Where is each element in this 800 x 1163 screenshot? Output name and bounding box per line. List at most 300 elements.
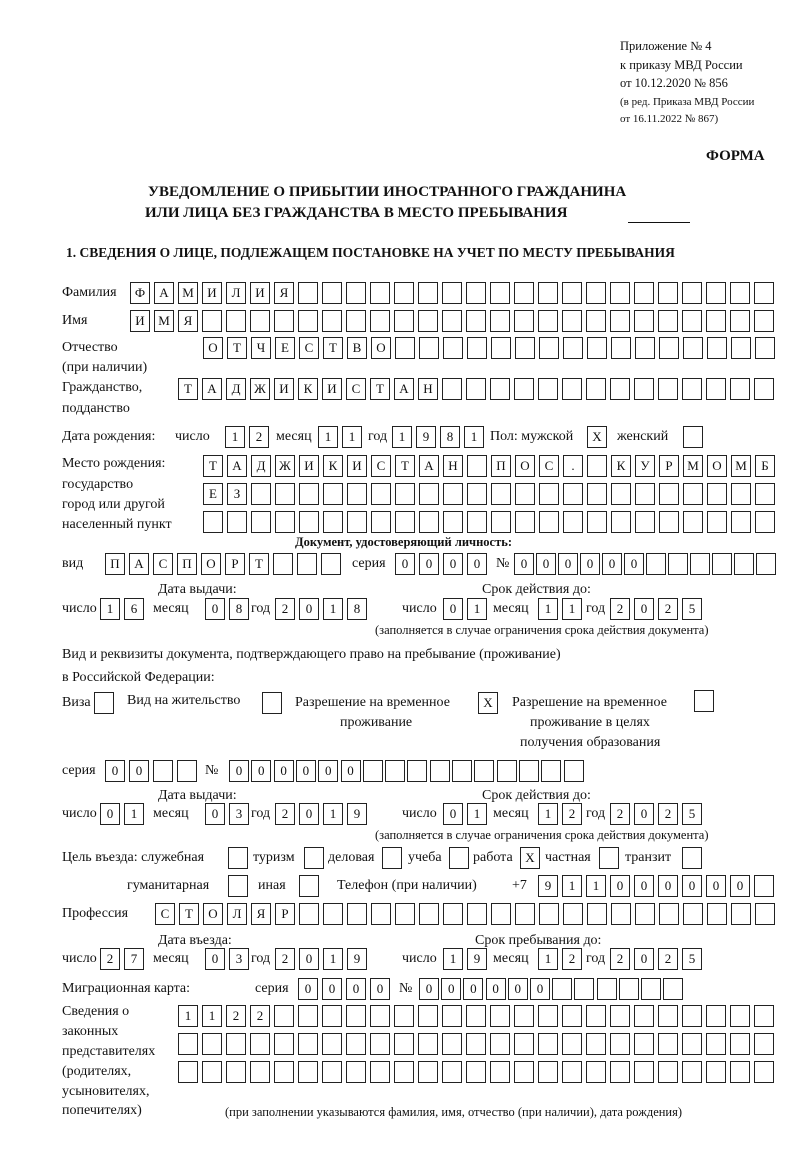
char-cell[interactable]: А [154, 282, 174, 304]
char-cell[interactable] [586, 310, 606, 332]
char-cell[interactable]: К [611, 455, 631, 477]
char-cell[interactable]: 2 [250, 1005, 270, 1027]
char-cell[interactable]: Т [249, 553, 269, 575]
char-cell[interactable] [467, 455, 487, 477]
char-cell[interactable]: 0 [298, 978, 318, 1000]
char-cell[interactable]: А [129, 553, 149, 575]
char-cell[interactable]: 2 [249, 426, 269, 448]
char-cell[interactable] [539, 337, 559, 359]
char-cell[interactable]: 0 [536, 553, 556, 575]
char-cell[interactable] [730, 282, 750, 304]
char-cell[interactable]: 0 [514, 553, 534, 575]
char-cell[interactable] [346, 1033, 366, 1055]
char-cell[interactable] [418, 282, 438, 304]
char-cell[interactable] [490, 1033, 510, 1055]
char-cell[interactable]: О [515, 455, 535, 477]
char-cell[interactable] [539, 511, 559, 533]
char-cell[interactable]: М [178, 282, 198, 304]
char-cell[interactable]: 5 [682, 598, 702, 620]
char-cell[interactable] [586, 1061, 606, 1083]
char-cell[interactable]: Ж [250, 378, 270, 400]
char-cell[interactable]: 0 [634, 875, 654, 897]
char-cell[interactable] [658, 1061, 678, 1083]
char-cell[interactable] [563, 903, 583, 925]
char-cell[interactable]: 0 [682, 875, 702, 897]
char-cell[interactable] [442, 1005, 462, 1027]
char-cell[interactable] [683, 483, 703, 505]
char-cell[interactable]: 0 [205, 598, 225, 620]
char-cell[interactable] [395, 511, 415, 533]
char-cell[interactable] [707, 903, 727, 925]
char-cell[interactable]: Я [178, 310, 198, 332]
char-cell[interactable] [467, 903, 487, 925]
char-cell[interactable] [610, 1061, 630, 1083]
char-cell[interactable]: 0 [251, 760, 271, 782]
purpose-private-checkbox[interactable] [599, 847, 619, 869]
char-cell[interactable] [274, 1005, 294, 1027]
char-cell[interactable]: С [371, 455, 391, 477]
char-cell[interactable]: Т [179, 903, 199, 925]
char-cell[interactable] [755, 483, 775, 505]
char-cell[interactable]: 9 [416, 426, 436, 448]
char-cell[interactable] [370, 282, 390, 304]
char-cell[interactable] [586, 378, 606, 400]
char-cell[interactable] [363, 760, 383, 782]
char-cell[interactable]: 0 [299, 948, 319, 970]
char-cell[interactable] [490, 1061, 510, 1083]
char-cell[interactable] [610, 1033, 630, 1055]
char-cell[interactable] [755, 903, 775, 925]
char-cell[interactable] [754, 1061, 774, 1083]
char-cell[interactable] [658, 282, 678, 304]
char-cell[interactable] [419, 511, 439, 533]
char-cell[interactable]: 0 [341, 760, 361, 782]
char-cell[interactable] [346, 1005, 366, 1027]
char-cell[interactable]: 0 [105, 760, 125, 782]
char-cell[interactable]: 1 [562, 875, 582, 897]
char-cell[interactable] [659, 903, 679, 925]
char-cell[interactable] [226, 310, 246, 332]
char-cell[interactable] [419, 483, 439, 505]
char-cell[interactable] [707, 483, 727, 505]
char-cell[interactable] [730, 378, 750, 400]
char-cell[interactable]: 0 [730, 875, 750, 897]
char-cell[interactable] [690, 553, 710, 575]
char-cell[interactable]: 3 [229, 948, 249, 970]
char-cell[interactable]: 2 [658, 803, 678, 825]
char-cell[interactable]: И [299, 455, 319, 477]
char-cell[interactable] [299, 483, 319, 505]
char-cell[interactable] [659, 483, 679, 505]
char-cell[interactable] [442, 378, 462, 400]
char-cell[interactable] [321, 553, 341, 575]
char-cell[interactable] [370, 1033, 390, 1055]
char-cell[interactable]: 0 [419, 553, 439, 575]
char-cell[interactable] [251, 483, 271, 505]
char-cell[interactable]: 7 [124, 948, 144, 970]
char-cell[interactable]: И [130, 310, 150, 332]
purpose-work-checkbox[interactable]: X [520, 847, 540, 869]
char-cell[interactable]: 1 [538, 948, 558, 970]
char-cell[interactable] [226, 1061, 246, 1083]
char-cell[interactable]: 8 [440, 426, 460, 448]
char-cell[interactable] [371, 903, 391, 925]
char-cell[interactable] [668, 553, 688, 575]
char-cell[interactable] [707, 511, 727, 533]
char-cell[interactable] [250, 1033, 270, 1055]
char-cell[interactable] [562, 1005, 582, 1027]
purpose-service-checkbox[interactable] [228, 847, 248, 869]
char-cell[interactable] [586, 1033, 606, 1055]
char-cell[interactable] [552, 978, 572, 1000]
char-cell[interactable]: А [394, 378, 414, 400]
char-cell[interactable] [323, 903, 343, 925]
char-cell[interactable] [756, 553, 776, 575]
char-cell[interactable] [442, 282, 462, 304]
char-cell[interactable] [466, 1005, 486, 1027]
char-cell[interactable]: 2 [610, 598, 630, 620]
char-cell[interactable]: О [203, 903, 223, 925]
char-cell[interactable]: 0 [580, 553, 600, 575]
char-cell[interactable]: 2 [275, 948, 295, 970]
char-cell[interactable] [514, 310, 534, 332]
char-cell[interactable] [514, 1005, 534, 1027]
char-cell[interactable] [611, 483, 631, 505]
char-cell[interactable]: В [347, 337, 367, 359]
char-cell[interactable]: 0 [299, 803, 319, 825]
char-cell[interactable] [682, 282, 702, 304]
char-cell[interactable] [515, 337, 535, 359]
char-cell[interactable]: 0 [318, 760, 338, 782]
char-cell[interactable] [394, 1061, 414, 1083]
char-cell[interactable]: Ж [275, 455, 295, 477]
char-cell[interactable] [298, 1061, 318, 1083]
char-cell[interactable] [370, 1061, 390, 1083]
char-cell[interactable]: 0 [443, 803, 463, 825]
char-cell[interactable] [634, 282, 654, 304]
char-cell[interactable]: 1 [124, 803, 144, 825]
char-cell[interactable] [587, 483, 607, 505]
char-cell[interactable]: 0 [296, 760, 316, 782]
char-cell[interactable] [275, 483, 295, 505]
char-cell[interactable]: 1 [202, 1005, 222, 1027]
char-cell[interactable]: Я [274, 282, 294, 304]
purpose-business-checkbox[interactable] [382, 847, 402, 869]
char-cell[interactable] [515, 511, 535, 533]
char-cell[interactable] [564, 760, 584, 782]
char-cell[interactable] [659, 511, 679, 533]
char-cell[interactable]: 2 [610, 803, 630, 825]
char-cell[interactable]: Н [443, 455, 463, 477]
char-cell[interactable] [322, 1033, 342, 1055]
char-cell[interactable] [347, 483, 367, 505]
char-cell[interactable]: С [153, 553, 173, 575]
char-cell[interactable]: 1 [318, 426, 338, 448]
char-cell[interactable]: З [227, 483, 247, 505]
char-cell[interactable]: М [683, 455, 703, 477]
char-cell[interactable] [274, 1033, 294, 1055]
char-cell[interactable] [466, 378, 486, 400]
char-cell[interactable]: Л [226, 282, 246, 304]
char-cell[interactable] [754, 875, 774, 897]
char-cell[interactable] [706, 1005, 726, 1027]
char-cell[interactable] [370, 310, 390, 332]
char-cell[interactable] [467, 483, 487, 505]
char-cell[interactable] [514, 1033, 534, 1055]
char-cell[interactable]: Т [227, 337, 247, 359]
char-cell[interactable]: 0 [634, 803, 654, 825]
char-cell[interactable] [466, 1061, 486, 1083]
char-cell[interactable]: 1 [323, 803, 343, 825]
char-cell[interactable] [635, 483, 655, 505]
char-cell[interactable]: К [298, 378, 318, 400]
residence-checkbox[interactable] [262, 692, 282, 714]
char-cell[interactable] [226, 1033, 246, 1055]
char-cell[interactable] [490, 282, 510, 304]
char-cell[interactable] [394, 310, 414, 332]
char-cell[interactable] [514, 282, 534, 304]
char-cell[interactable]: И [347, 455, 367, 477]
char-cell[interactable] [443, 903, 463, 925]
char-cell[interactable] [706, 378, 726, 400]
char-cell[interactable] [515, 903, 535, 925]
char-cell[interactable] [683, 903, 703, 925]
char-cell[interactable] [731, 511, 751, 533]
char-cell[interactable] [706, 310, 726, 332]
char-cell[interactable]: Т [178, 378, 198, 400]
char-cell[interactable] [706, 282, 726, 304]
char-cell[interactable] [347, 511, 367, 533]
char-cell[interactable]: 2 [226, 1005, 246, 1027]
char-cell[interactable]: А [419, 455, 439, 477]
char-cell[interactable]: 0 [706, 875, 726, 897]
char-cell[interactable] [202, 310, 222, 332]
char-cell[interactable]: 0 [441, 978, 461, 1000]
char-cell[interactable]: 0 [486, 978, 506, 1000]
temp-edu-checkbox[interactable] [694, 690, 714, 712]
char-cell[interactable] [682, 378, 702, 400]
char-cell[interactable]: 8 [229, 598, 249, 620]
char-cell[interactable]: С [299, 337, 319, 359]
char-cell[interactable]: 2 [275, 803, 295, 825]
char-cell[interactable]: М [154, 310, 174, 332]
temp-res-checkbox[interactable]: X [478, 692, 498, 714]
char-cell[interactable] [712, 553, 732, 575]
char-cell[interactable] [755, 511, 775, 533]
char-cell[interactable]: 0 [229, 760, 249, 782]
char-cell[interactable]: И [202, 282, 222, 304]
char-cell[interactable]: Л [227, 903, 247, 925]
char-cell[interactable]: 0 [658, 875, 678, 897]
char-cell[interactable]: О [707, 455, 727, 477]
char-cell[interactable] [754, 310, 774, 332]
char-cell[interactable] [635, 511, 655, 533]
char-cell[interactable]: 1 [100, 598, 120, 620]
char-cell[interactable]: 1 [443, 948, 463, 970]
char-cell[interactable]: 1 [342, 426, 362, 448]
char-cell[interactable] [658, 310, 678, 332]
char-cell[interactable]: 0 [129, 760, 149, 782]
place-type-blank[interactable] [628, 222, 690, 223]
char-cell[interactable] [474, 760, 494, 782]
char-cell[interactable] [683, 337, 703, 359]
char-cell[interactable] [298, 1005, 318, 1027]
char-cell[interactable] [491, 903, 511, 925]
char-cell[interactable]: . [563, 455, 583, 477]
char-cell[interactable] [298, 310, 318, 332]
char-cell[interactable]: Р [225, 553, 245, 575]
char-cell[interactable] [519, 760, 539, 782]
char-cell[interactable] [682, 1005, 702, 1027]
char-cell[interactable] [490, 378, 510, 400]
char-cell[interactable] [251, 511, 271, 533]
char-cell[interactable] [563, 337, 583, 359]
char-cell[interactable] [586, 1005, 606, 1027]
char-cell[interactable]: 1 [467, 598, 487, 620]
char-cell[interactable]: Я [251, 903, 271, 925]
char-cell[interactable]: 1 [464, 426, 484, 448]
char-cell[interactable] [490, 1005, 510, 1027]
char-cell[interactable]: Т [395, 455, 415, 477]
char-cell[interactable]: С [539, 455, 559, 477]
char-cell[interactable] [538, 310, 558, 332]
char-cell[interactable] [562, 1061, 582, 1083]
char-cell[interactable]: 0 [467, 553, 487, 575]
char-cell[interactable] [371, 483, 391, 505]
char-cell[interactable] [611, 903, 631, 925]
char-cell[interactable] [443, 511, 463, 533]
char-cell[interactable]: 9 [538, 875, 558, 897]
char-cell[interactable] [754, 378, 774, 400]
char-cell[interactable] [574, 978, 594, 1000]
char-cell[interactable]: 0 [322, 978, 342, 1000]
char-cell[interactable] [443, 483, 463, 505]
char-cell[interactable]: И [322, 378, 342, 400]
char-cell[interactable]: 0 [346, 978, 366, 1000]
char-cell[interactable]: П [177, 553, 197, 575]
char-cell[interactable] [610, 282, 630, 304]
char-cell[interactable] [682, 1033, 702, 1055]
char-cell[interactable] [274, 310, 294, 332]
char-cell[interactable] [227, 511, 247, 533]
char-cell[interactable] [323, 483, 343, 505]
char-cell[interactable] [322, 282, 342, 304]
char-cell[interactable] [273, 553, 293, 575]
char-cell[interactable] [538, 1005, 558, 1027]
char-cell[interactable]: 0 [624, 553, 644, 575]
char-cell[interactable]: 0 [395, 553, 415, 575]
char-cell[interactable] [298, 282, 318, 304]
char-cell[interactable] [452, 760, 472, 782]
char-cell[interactable]: О [203, 337, 223, 359]
char-cell[interactable] [466, 310, 486, 332]
char-cell[interactable] [346, 1061, 366, 1083]
char-cell[interactable]: Р [275, 903, 295, 925]
char-cell[interactable]: 6 [124, 598, 144, 620]
char-cell[interactable] [395, 337, 415, 359]
char-cell[interactable] [734, 553, 754, 575]
char-cell[interactable] [466, 282, 486, 304]
char-cell[interactable] [731, 903, 751, 925]
char-cell[interactable] [323, 511, 343, 533]
char-cell[interactable] [178, 1061, 198, 1083]
char-cell[interactable] [610, 1005, 630, 1027]
char-cell[interactable] [418, 310, 438, 332]
char-cell[interactable] [178, 1033, 198, 1055]
char-cell[interactable]: 1 [323, 598, 343, 620]
char-cell[interactable] [394, 1033, 414, 1055]
purpose-tourism-checkbox[interactable] [304, 847, 324, 869]
char-cell[interactable]: 2 [562, 803, 582, 825]
sex-female-checkbox[interactable] [683, 426, 703, 448]
char-cell[interactable]: 0 [100, 803, 120, 825]
char-cell[interactable] [610, 310, 630, 332]
char-cell[interactable] [297, 553, 317, 575]
char-cell[interactable]: 2 [658, 948, 678, 970]
char-cell[interactable]: Т [203, 455, 223, 477]
char-cell[interactable] [515, 483, 535, 505]
char-cell[interactable]: А [227, 455, 247, 477]
char-cell[interactable] [563, 483, 583, 505]
char-cell[interactable] [407, 760, 427, 782]
char-cell[interactable] [346, 310, 366, 332]
char-cell[interactable] [538, 378, 558, 400]
char-cell[interactable] [597, 978, 617, 1000]
char-cell[interactable]: Ф [130, 282, 150, 304]
char-cell[interactable] [586, 282, 606, 304]
char-cell[interactable]: Д [226, 378, 246, 400]
char-cell[interactable]: 1 [392, 426, 412, 448]
char-cell[interactable] [299, 903, 319, 925]
char-cell[interactable] [442, 1061, 462, 1083]
char-cell[interactable]: А [202, 378, 222, 400]
char-cell[interactable] [202, 1033, 222, 1055]
char-cell[interactable]: 3 [229, 803, 249, 825]
char-cell[interactable] [634, 1005, 654, 1027]
char-cell[interactable] [418, 1061, 438, 1083]
char-cell[interactable] [419, 903, 439, 925]
char-cell[interactable] [562, 378, 582, 400]
char-cell[interactable]: 0 [558, 553, 578, 575]
char-cell[interactable] [514, 1061, 534, 1083]
char-cell[interactable] [275, 511, 295, 533]
char-cell[interactable] [418, 1005, 438, 1027]
char-cell[interactable] [658, 378, 678, 400]
char-cell[interactable]: 1 [562, 598, 582, 620]
char-cell[interactable]: К [323, 455, 343, 477]
char-cell[interactable] [467, 511, 487, 533]
char-cell[interactable]: 0 [508, 978, 528, 1000]
char-cell[interactable] [563, 511, 583, 533]
char-cell[interactable]: 1 [538, 803, 558, 825]
char-cell[interactable] [419, 337, 439, 359]
char-cell[interactable]: О [201, 553, 221, 575]
char-cell[interactable] [539, 483, 559, 505]
char-cell[interactable] [658, 1033, 678, 1055]
char-cell[interactable] [641, 978, 661, 1000]
char-cell[interactable] [658, 1005, 678, 1027]
char-cell[interactable] [646, 553, 666, 575]
char-cell[interactable]: 9 [347, 948, 367, 970]
char-cell[interactable] [539, 903, 559, 925]
char-cell[interactable] [663, 978, 683, 1000]
char-cell[interactable] [538, 1033, 558, 1055]
char-cell[interactable] [298, 1033, 318, 1055]
purpose-transit-checkbox[interactable] [682, 847, 702, 869]
char-cell[interactable]: М [731, 455, 751, 477]
char-cell[interactable] [634, 310, 654, 332]
char-cell[interactable]: Д [251, 455, 271, 477]
